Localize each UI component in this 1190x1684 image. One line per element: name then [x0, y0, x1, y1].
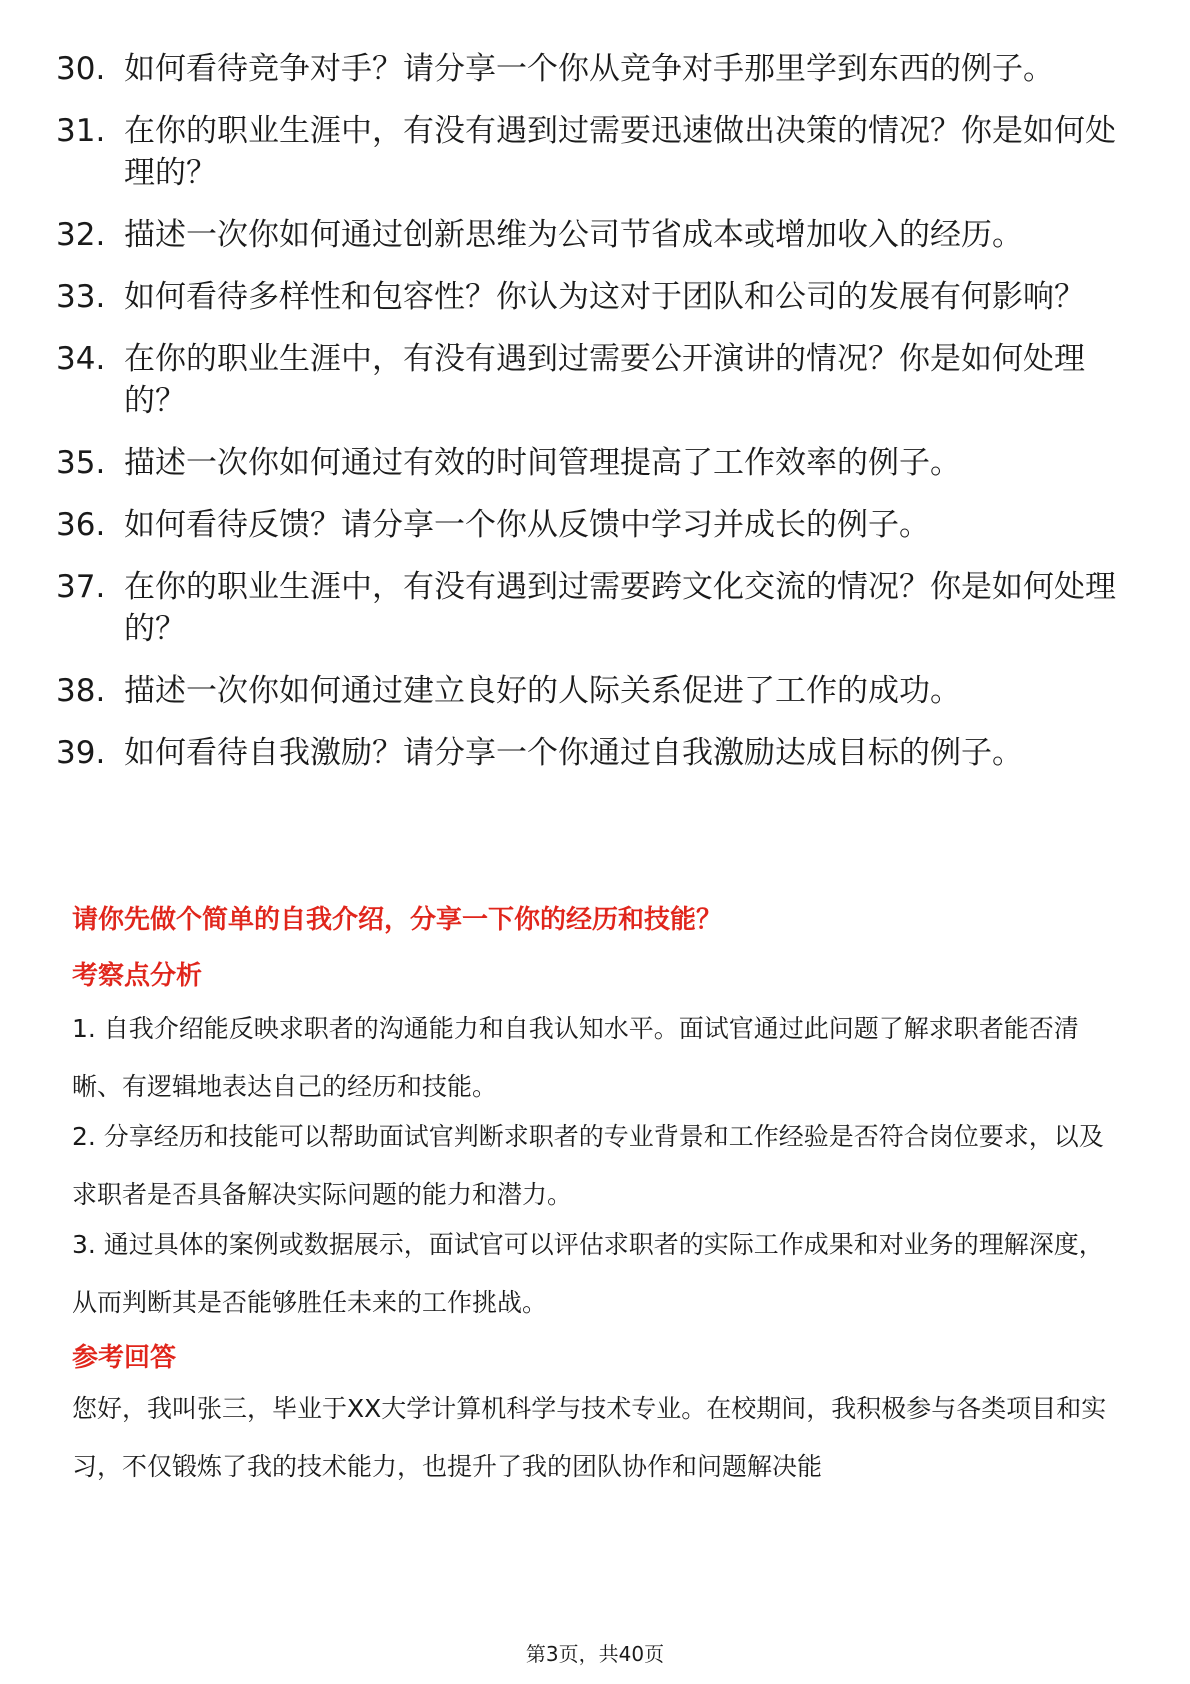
question-number: 30.: [56, 51, 106, 87]
question-item: [56, 214, 1136, 256]
question-number: 34.: [56, 341, 106, 377]
page-footer: 第3页，共40页: [525, 1642, 665, 1666]
question-number: 35.: [56, 445, 106, 481]
question-number: 37.: [56, 569, 106, 605]
analysis-heading: 考察点分析: [72, 961, 203, 991]
question-text: 描述一次你如何通过建立良好的人际关系促进了工作的成功。: [124, 673, 961, 709]
question-text: 如何看待多样性和包容性？你认为这对于团队和公司的发展有何影响？: [124, 279, 1085, 315]
question-item: [56, 732, 1136, 774]
analysis-point: 3. 通过具体的案例或数据展示，面试官可以评估求职者的实际工作成果和对业务的理解深度，从而判断其是否能够胜任未来的工作挑战。: [72, 1230, 1104, 1317]
question-text: 在你的职业生涯中，有没有遇到过需要公开演讲的情况？你是如何处理的？: [124, 341, 1085, 419]
question-text: 描述一次你如何通过有效的时间管理提高了工作效率的例子。: [124, 445, 961, 481]
answer-heading: 参考回答: [72, 1343, 177, 1373]
question-number: 31.: [56, 113, 106, 149]
question-item: [56, 276, 1136, 318]
question-number: 33.: [56, 279, 106, 315]
question-item: [56, 338, 1136, 422]
question-text: 如何看待自我激励？请分享一个你通过自我激励达成目标的例子。: [124, 735, 1023, 771]
question-text: 在你的职业生涯中，有没有遇到过需要迅速做出决策的情况？你是如何处理的？: [124, 113, 1116, 191]
question-number: 39.: [56, 735, 106, 771]
question-list: [56, 48, 1136, 794]
question-item: [56, 566, 1136, 650]
question-number: 38.: [56, 673, 106, 709]
question-item: [56, 504, 1136, 546]
question-text: 描述一次你如何通过创新思维为公司节省成本或增加收入的经历。: [124, 217, 1023, 253]
question-item: [56, 48, 1136, 90]
question-text: 如何看待反馈？请分享一个你从反馈中学习并成长的例子。: [124, 507, 930, 543]
question-item: [56, 442, 1136, 484]
reference-answer: 您好，我叫张三，毕业于XX大学计算机科学与技术专业。在校期间，我积极参与各类项目和实习，不仅锻炼了我的技术能力，也提升了我的团队协作和问题解决能: [72, 1394, 1107, 1481]
question-text: 如何看待竞争对手？请分享一个你从竞争对手那里学到东西的例子。: [124, 51, 1054, 87]
question-item: [56, 670, 1136, 712]
analysis-point: 2. 分享经历和技能可以帮助面试官判断求职者的专业背景和工作经验是否符合岗位要求，以及求职者是否具备解决实际问题的能力和潜力。: [72, 1122, 1104, 1209]
question-number: 36.: [56, 507, 106, 543]
question-text: 在你的职业生涯中，有没有遇到过需要跨文化交流的情况？你是如何处理的？: [124, 569, 1116, 647]
analysis-point: 1. 自我介绍能反映求职者的沟通能力和自我认知水平。面试官通过此问题了解求职者能否清晰、有逻辑地表达自己的经历和技能。: [72, 1014, 1079, 1101]
question-number: 32.: [56, 217, 106, 253]
question-item: [56, 110, 1136, 194]
interview-question-heading: 请你先做个简单的自我介绍，分享一下你的经历和技能？: [72, 905, 723, 935]
